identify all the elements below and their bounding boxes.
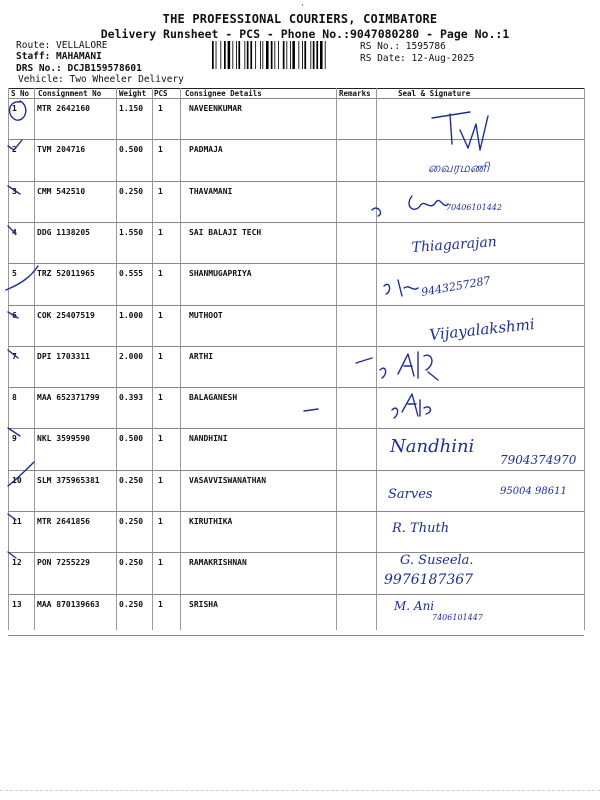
row-rule	[8, 387, 584, 388]
col-header-consignee: Consignee Details	[185, 89, 262, 98]
cell-consignment-no: TVM 204716	[37, 145, 86, 155]
signature-row-12-name: G. Suseela.	[400, 553, 474, 568]
cell-consignment-no: MAA 652371799	[37, 393, 100, 403]
cell-weight: 1.150	[119, 104, 144, 113]
cell-consignee: THAVAMANI	[189, 186, 233, 196]
cell-weight: 0.250	[119, 599, 144, 609]
cell-pcs: 1	[158, 599, 163, 609]
cell-pcs: 1	[158, 393, 163, 403]
col-divider	[116, 88, 117, 630]
row-rule	[8, 305, 584, 306]
cell-consignee: PADMAJA	[189, 145, 223, 155]
row-rule	[8, 346, 584, 347]
cell-sno: 5	[12, 269, 17, 279]
rs-date: RS Date: 12-Aug-2025	[360, 53, 475, 64]
runsheet-table	[8, 88, 584, 630]
cell-pcs: 1	[158, 475, 163, 485]
cell-sno: 2	[12, 145, 17, 155]
cell-weight: 0.250	[119, 558, 144, 568]
cell-pcs: 1	[158, 227, 163, 237]
col-header-signature: Seal & Signature	[398, 89, 471, 98]
cell-consignment-no: MTR 2642160	[37, 104, 90, 113]
col-divider	[336, 88, 337, 630]
cell-consignment-no: TRZ 52011965	[37, 269, 95, 279]
col-header-sno: S No	[11, 89, 30, 98]
barcode-image	[212, 41, 356, 69]
cell-consignment-no: NKL 3599590	[37, 434, 90, 444]
col-divider	[8, 88, 9, 630]
row-rule	[8, 222, 584, 223]
header-rule	[8, 98, 584, 99]
cell-consignment-no: MTR 2641856	[37, 517, 90, 526]
cell-pcs: 1	[158, 310, 163, 320]
col-header-consignment: Consignment No	[38, 89, 102, 98]
col-divider	[376, 88, 377, 630]
cell-sno: 6	[12, 310, 17, 320]
signature-row-4: Thiagarajan	[411, 234, 498, 256]
cell-sno: 1	[12, 104, 17, 113]
cell-weight: 0.250	[119, 475, 144, 485]
cell-consignment-no: PON 7255229	[37, 558, 90, 568]
company-title: THE PROFESSIONAL COURIERS, COIMBATORE	[162, 12, 438, 26]
cell-sno: 12	[12, 558, 22, 568]
col-header-pcs: PCS	[154, 89, 168, 98]
cell-sno: 11	[12, 517, 22, 526]
cell-pcs: 1	[158, 351, 163, 361]
cell-consignee: NAVEENKUMAR	[189, 104, 242, 113]
cell-consignee: ARTHI	[189, 351, 214, 361]
row-rule	[8, 470, 584, 471]
row-rule	[8, 594, 584, 595]
col-divider	[180, 88, 181, 630]
cell-weight: 1.550	[119, 227, 144, 237]
cell-weight: 0.393	[119, 393, 144, 403]
cell-pcs: 1	[158, 517, 163, 526]
cell-sno: 7	[12, 351, 17, 361]
page-edge	[0, 790, 600, 791]
col-header-remarks: Remarks	[339, 89, 371, 98]
cell-weight: 0.250	[119, 186, 144, 196]
drs-number: DRS No.: DCJB159578601	[16, 63, 142, 74]
cell-pcs: 1	[158, 104, 163, 113]
col-header-weight: Weight	[119, 89, 147, 98]
rs-number: RS No.: 1595786	[360, 41, 446, 52]
row-rule	[8, 263, 584, 264]
cell-sno: 13	[12, 599, 22, 609]
cell-sno: 8	[12, 393, 17, 403]
stray-mark: '	[300, 3, 305, 12]
signature-row-10: Sarves	[388, 487, 433, 502]
cell-weight: 2.000	[119, 351, 144, 361]
cell-consignee: SHANMUGAPRIYA	[189, 269, 252, 279]
cell-pcs: 1	[158, 186, 163, 196]
cell-sno: 4	[12, 227, 17, 237]
cell-sno: 9	[12, 434, 17, 444]
cell-weight: 0.500	[119, 434, 144, 444]
signature-row-3-number: 70406101442	[446, 203, 502, 212]
cell-weight: 0.555	[119, 269, 144, 279]
cell-sno: 3	[12, 186, 17, 196]
signature-row-6: Vijayalakshmi	[428, 315, 536, 344]
row-rule	[8, 511, 584, 512]
cell-consignment-no: DDG 1138205	[37, 227, 90, 237]
cell-consignee: MUTHOOT	[189, 310, 223, 320]
cell-consignment-no: DPI 1703311	[37, 351, 90, 361]
cell-consignee: NANDHINI	[189, 434, 228, 444]
cell-consignment-no: COK 25407519	[37, 310, 95, 320]
route-label: Route: VELLALORE	[16, 40, 108, 51]
cell-consignee: VASAVVISWANATHAN	[189, 475, 267, 485]
cell-consignee: BALAGANESH	[189, 393, 238, 403]
staff-label: Staff: MAHAMANI	[16, 51, 102, 62]
col-divider	[34, 88, 35, 630]
cell-pcs: 1	[158, 558, 163, 568]
cell-pcs: 1	[158, 269, 163, 279]
cell-sno: 10	[12, 475, 22, 485]
signature-row-2: வைரமணி	[428, 161, 490, 176]
row-rule	[8, 552, 584, 553]
cell-weight: 1.000	[119, 310, 144, 320]
cell-weight: 0.250	[119, 517, 144, 526]
runsheet-subtitle: Delivery Runsheet - PCS - Phone No.:9047080280 - Page No.:1	[100, 27, 510, 41]
signature-row-9: Nandhini	[390, 436, 475, 457]
cell-consignment-no: CMM 542510	[37, 186, 86, 196]
row-rule	[8, 181, 584, 182]
cell-weight: 0.500	[119, 145, 144, 155]
cell-consignee: SRISHA	[189, 599, 218, 609]
signature-row-13-name: M. Ani	[394, 599, 435, 613]
row-rule	[8, 428, 584, 429]
cell-pcs: 1	[158, 434, 163, 444]
col-divider	[584, 88, 585, 630]
row-rule	[8, 635, 584, 636]
cell-consignment-no: SLM 375965381	[37, 475, 100, 485]
cell-consignee: SAI BALAJI TECH	[189, 227, 262, 237]
row-rule	[8, 139, 584, 140]
signature-row-12-phone: 9976187367	[384, 572, 474, 588]
signature-row-10-number: 95004 98611	[500, 486, 567, 497]
col-divider	[152, 88, 153, 630]
signature-row-9-phone: 7904374970	[500, 453, 577, 467]
cell-pcs: 1	[158, 145, 163, 155]
vehicle-label: Vehicle: Two Wheeler Delivery	[18, 74, 184, 85]
signature-row-5-number: 9443257287	[420, 273, 492, 299]
signature-row-13-number: 7406101447	[432, 613, 483, 622]
cell-consignee: RAMAKRISHNAN	[189, 558, 247, 568]
cell-consignee: KIRUTHIKA	[189, 517, 233, 526]
signature-row-11: R. Thuth	[392, 521, 450, 536]
cell-consignment-no: MAA 870139663	[37, 599, 100, 609]
